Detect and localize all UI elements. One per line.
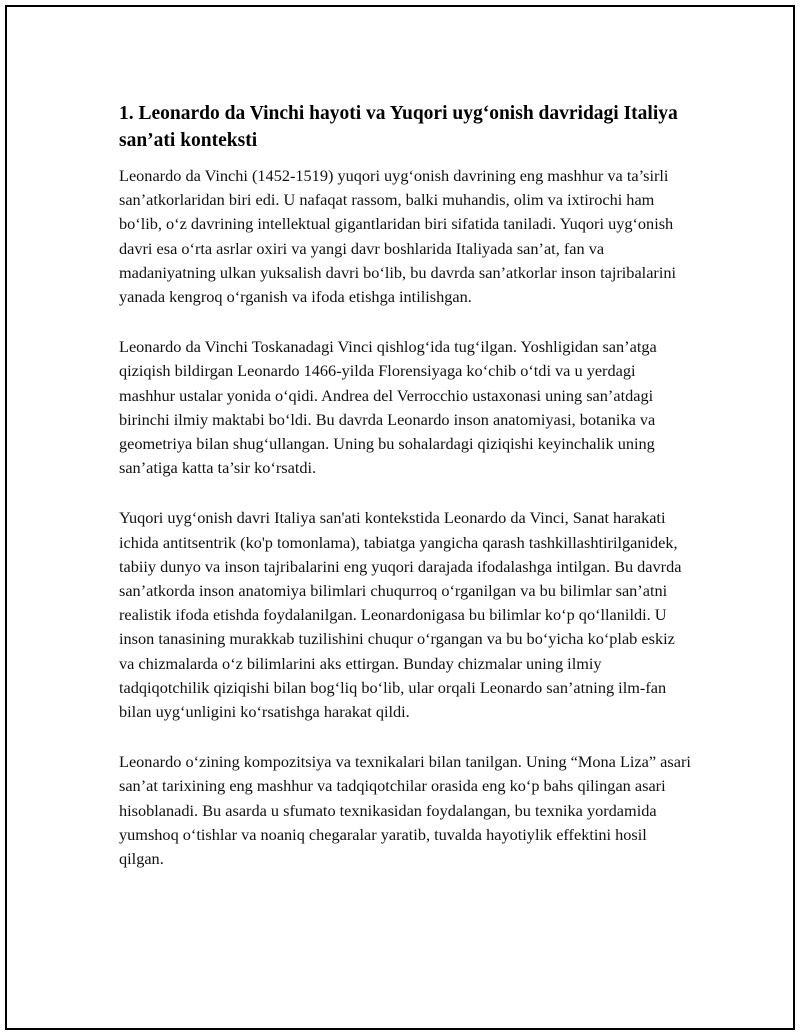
page-frame [5,5,795,1030]
document-body [119,100,691,897]
section-heading: 1. Leonardo da Vinchi hayoti va Yuqori uyg‘onish davridagi Italiya san’ati konteksti [119,103,678,151]
paragraph-renaissance-context: Yuqori uyg‘onish davri Italiya san'ati kontekstida Leonardo da Vinci, Sanat harakati ichida antitsentrik (ko'p tomonlama), tabiatga yangicha qarash tashkillashtirilganidek, tabiiy dunyo va inson tajribalarini eng yuqori darajada ifodalashga intilgan. Bu davrda san’atkorda inson anatomiya bilimlari chuqurroq o‘rganilgan va bu bilimlar san’atni realistik ifoda etishda foydalanilgan. Leonardonigasa bu bilimlar ko‘p qo‘llanildi. U inson tanasining murakkab tuzilishini chuqur o‘rgangan va bu bo‘yicha ko‘plab eskiz va chizmalarda o‘z bilimlarini aks ettirgan. Bunday chizmalar uning ilmiy tadqiqotchilik qiziqishi bilan bog‘liq bo‘lib, ular orqali Leonardo san’atning ilm-fan bilan uyg‘unligini ko‘rsatishga harakat qildi. [119,508,682,722]
paragraph-early-life: Leonardo da Vinchi Toskanadagi Vinci qishlog‘ida tug‘ilgan. Yoshligidan san’atga qiziqish bildirgan Leonardo 1466-yilda Florensiyaga ko‘chib o‘tdi va u yerdagi mashhur ustalar yonida o‘qidi. Andrea del Verrocchio ustaxonasi uning san’atdagi birinchi ilmiy maktabi bo‘ldi. Bu davrda Leonardo inson anatomiyasi, botanika va geometriya bilan shug‘ullangan. Uning bu sohalardagi qiziqishi keyinchalik uning san’atiga katta ta’sir ko‘rsatdi. [119,337,657,478]
paragraph-mona-lisa: Leonardo o‘zining kompozitsiya va texnikalari bilan tanilgan. Uning “Mona Liza” asari san’at tarixining eng mashhur va tadqiqotchilar orasida eng ko‘p bahs qilingan asari hisoblanadi. Bu asarda u sfumato texnikasidan foydalangan, bu texnika yordamida yumshoq o‘tishlar va noaniq chegaralar yaratib, tuvalda hayotiylik effektini hosil qilgan. [119,752,691,869]
paragraph-intro: Leonardo da Vinchi (1452-1519) yuqori uyg‘onish davrining eng mashhur va ta’sirli san’atkorlaridan biri edi. U nafaqat rassom, balki muhandis, olim va ixtirochi ham bo‘lib, o‘z davrining intellektual gigantlaridan biri sifatida taniladi. Yuqori uyg‘onish davri esa o‘rta asrlar oxiri va yangi davr boshlarida Italiyada san’at, fan va madaniyatning ulkan yuksalish davri bo‘lib, bu davrda san’atkorlar inson tajribalarini yanada kengroq o‘rganish va ifoda etishga intilishgan. [119,166,677,307]
